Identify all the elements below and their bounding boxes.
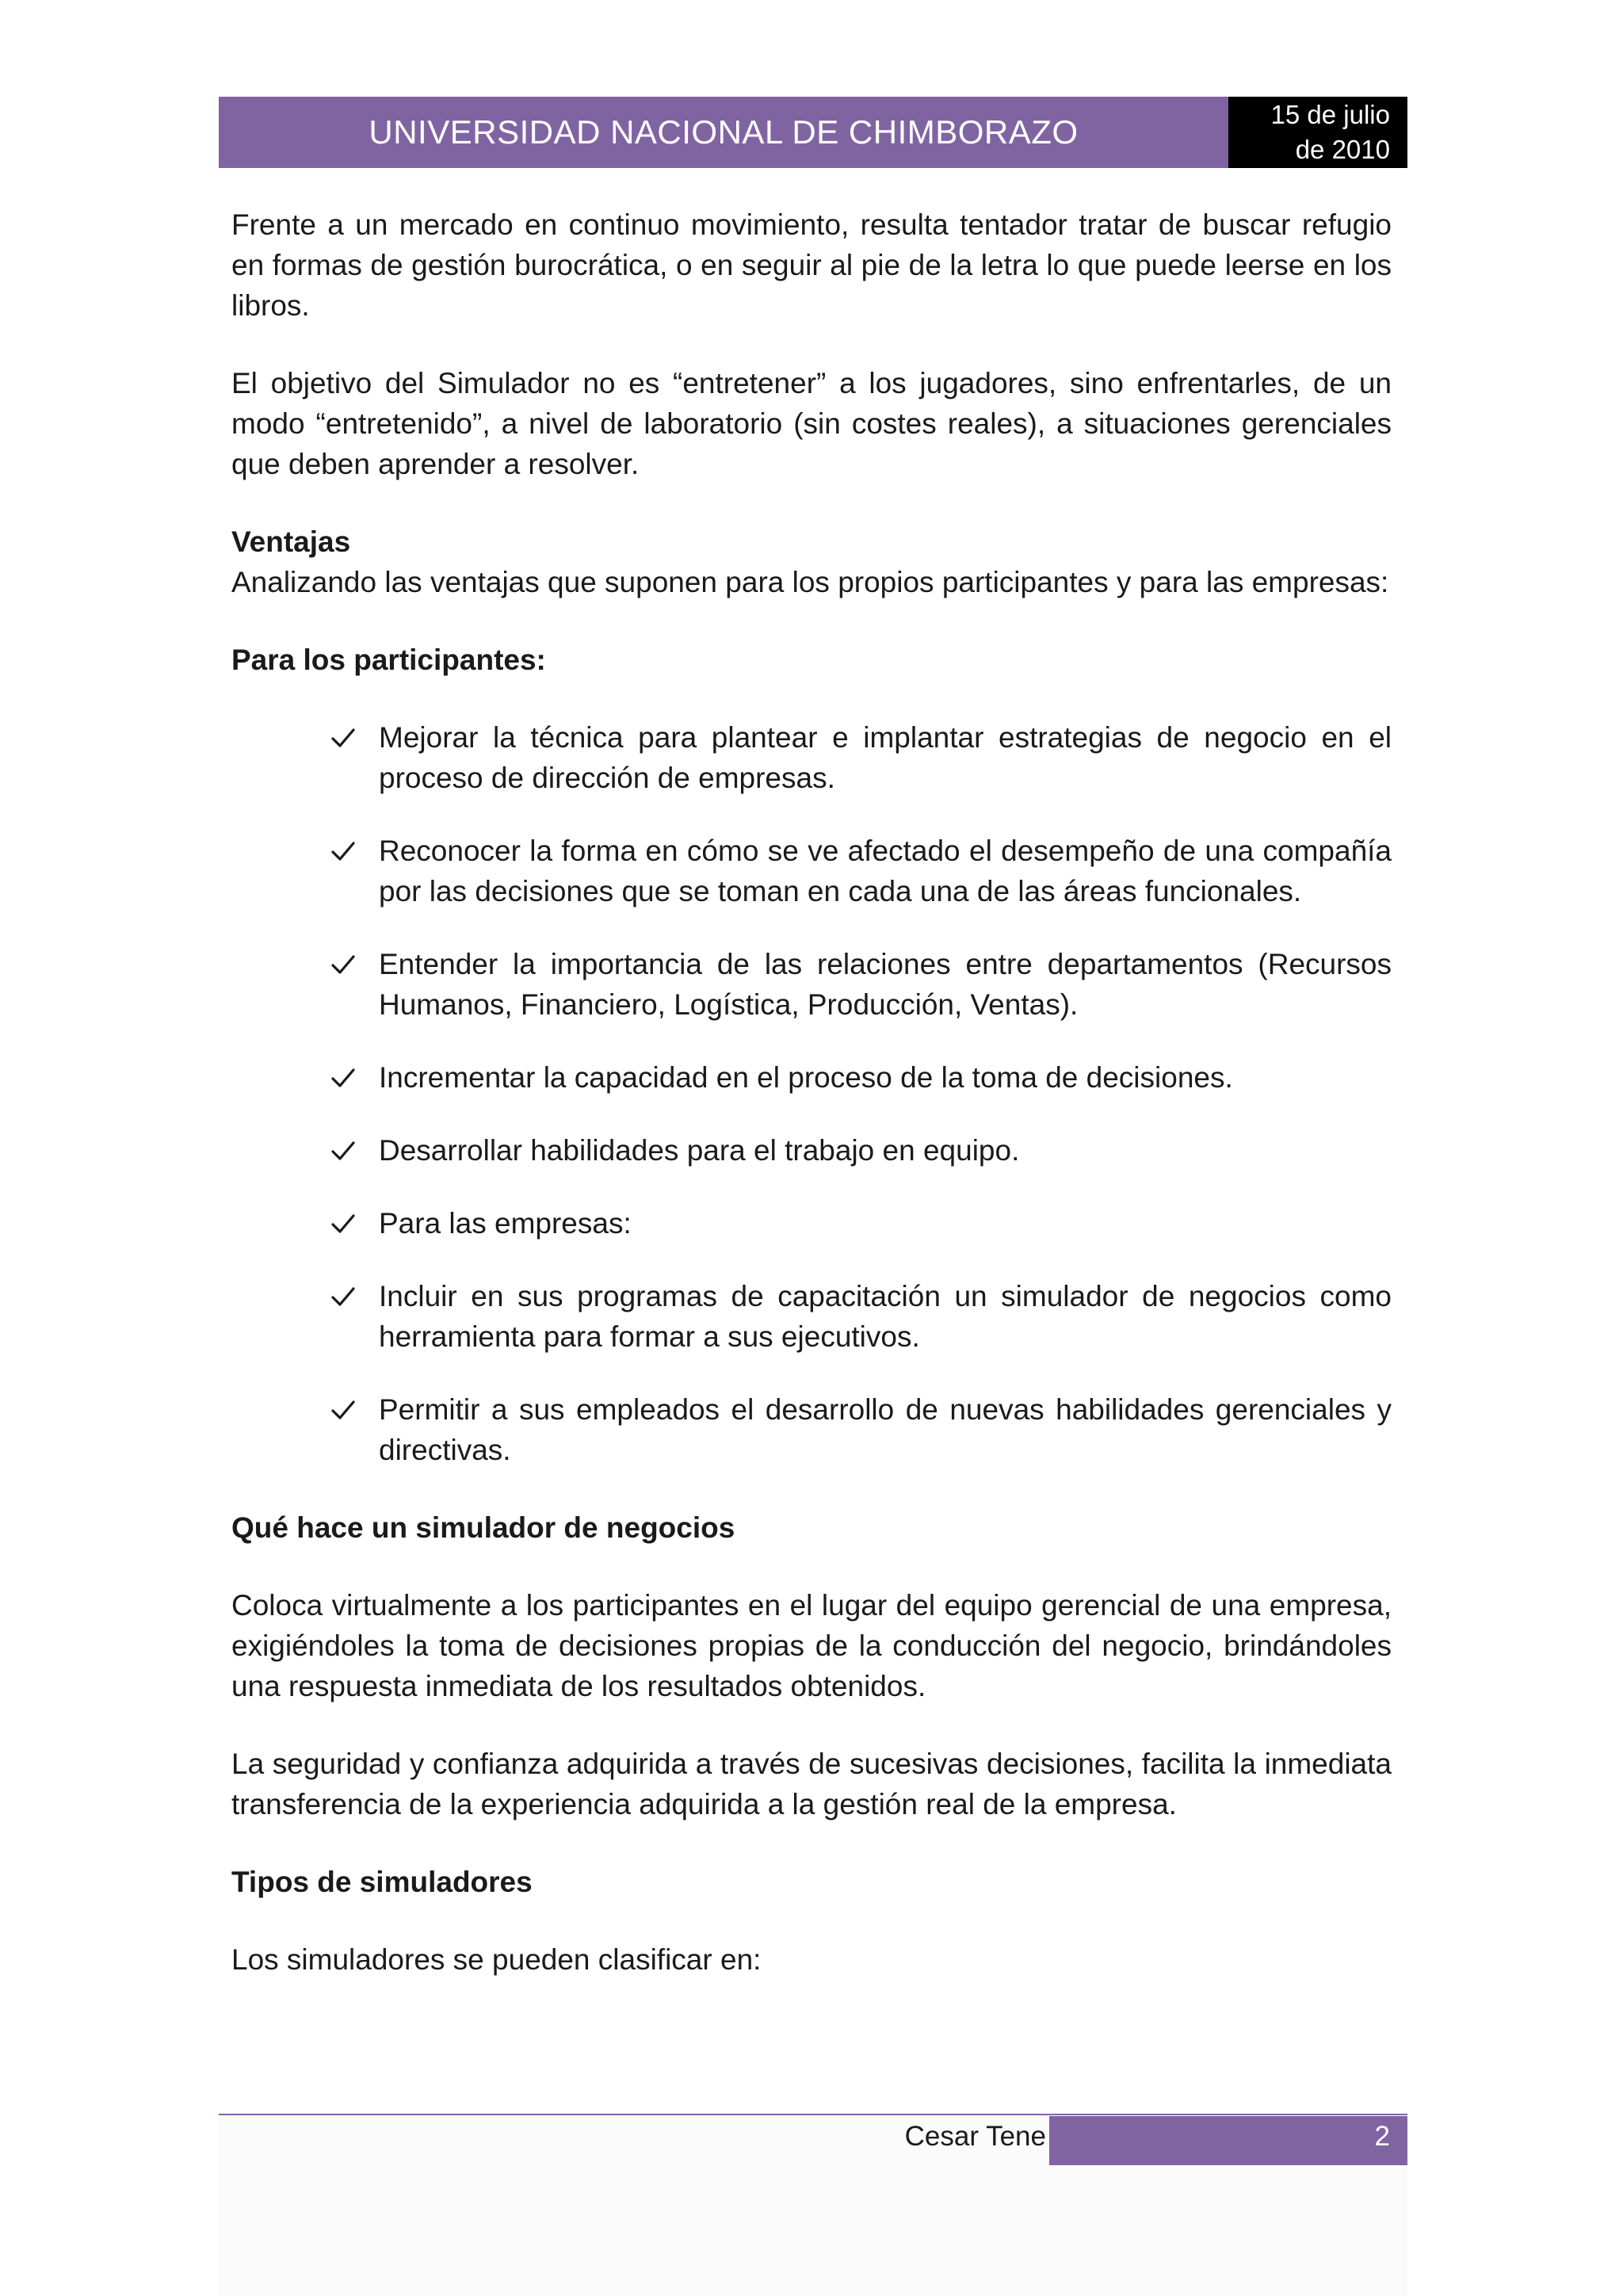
list-item-text: Mejorar la técnica para plantear e implantar estrategias de negocio en el proceso de dirección de empresas. [379, 721, 1392, 794]
list-item-text: Reconocer la forma en cómo se ve afectado el desempeño de una compañía por las decisiones que se toman en cada una de las áreas funcionales. [379, 835, 1392, 907]
list-item [331, 1389, 1392, 1470]
checkmark-icon [331, 1389, 361, 1430]
checkmark-icon [331, 944, 361, 984]
checkmark-icon [331, 1203, 361, 1244]
list-item-text: Para las empresas: [379, 1207, 632, 1240]
simulador-paragraph-2: La seguridad y confianza adquirida a través de sucesivas decisiones, facilita la inmediata transferencia de la experiencia adquirida a la gestión real de la empresa. [231, 1748, 1392, 1820]
ventajas-text: Analizando las ventajas que suponen para los propios participantes y para las empresas: [231, 566, 1389, 598]
simulador-heading: Qué hace un simulador de negocios [231, 1511, 735, 1544]
ventajas-heading: Ventajas [231, 525, 351, 558]
header-date [1228, 97, 1407, 168]
tipos-text: Los simuladores se pueden clasificar en: [231, 1943, 762, 1976]
list-item [331, 944, 1392, 1025]
list-item [331, 1057, 1392, 1098]
list-item-text: Desarrollar habilidades para el trabajo en equipo. [379, 1134, 1020, 1167]
header-date-line2: de 2010 [1295, 135, 1390, 164]
list-item [331, 1276, 1392, 1357]
list-item [331, 831, 1392, 911]
participantes-heading: Para los participantes: [231, 644, 546, 676]
footer-author: Cesar Tene [904, 2121, 1046, 2152]
intro-paragraph-2: El objetivo del Simulador no es “entretener” a los jugadores, sino enfrentarles, de un modo “entretenido”, a nivel de laboratorio (sin costes reales), a situaciones gerenciales que deben aprender a resolver. [231, 367, 1392, 480]
intro-paragraph-1: Frente a un mercado en continuo movimiento, resulta tentador tratar de buscar refugio en formas de gestión burocrática, o en seguir al pie de la letra lo que puede leerse en los libros. [231, 208, 1392, 322]
list-item-text: Entender la importancia de las relaciones entre departamentos (Recursos Humanos, Financiero, Logística, Producción, Ventas). [379, 948, 1392, 1021]
list-item [331, 717, 1392, 798]
footer-divider [219, 2114, 1407, 2115]
checkmark-icon [331, 1130, 361, 1171]
document-body [231, 204, 1392, 2017]
header-date-line1: 15 de julio [1270, 100, 1390, 129]
list-item-text: Permitir a sus empleados el desarrollo de nuevas habilidades gerenciales y directivas. [379, 1393, 1392, 1466]
checkmark-icon [331, 1057, 361, 1098]
list-item-text: Incluir en sus programas de capacitación un simulador de negocios como herramienta para formar a sus ejecutivos. [379, 1280, 1392, 1353]
simulador-paragraph-1: Coloca virtualmente a los participantes en el lugar del equipo gerencial de una empresa, exigiéndoles la toma de decisiones propias de la conducción del negocio, brindándoles una respuesta inmediata de los resultados obtenidos. [231, 1589, 1392, 1702]
footer-page-number: 2 [1049, 2116, 1407, 2165]
checkmark-icon [331, 1276, 361, 1316]
header-title: UNIVERSIDAD NACIONAL DE CHIMBORAZO [369, 113, 1079, 151]
ventajas-section [231, 521, 1392, 602]
list-item-text: Incrementar la capacidad en el proceso de la toma de decisiones. [379, 1061, 1233, 1094]
tipos-heading: Tipos de simuladores [231, 1866, 533, 1898]
list-item [331, 1203, 1392, 1244]
list-item [331, 1130, 1392, 1171]
checkmark-icon [331, 831, 361, 871]
checkmark-icon [331, 717, 361, 758]
advantages-checklist [231, 717, 1392, 1470]
